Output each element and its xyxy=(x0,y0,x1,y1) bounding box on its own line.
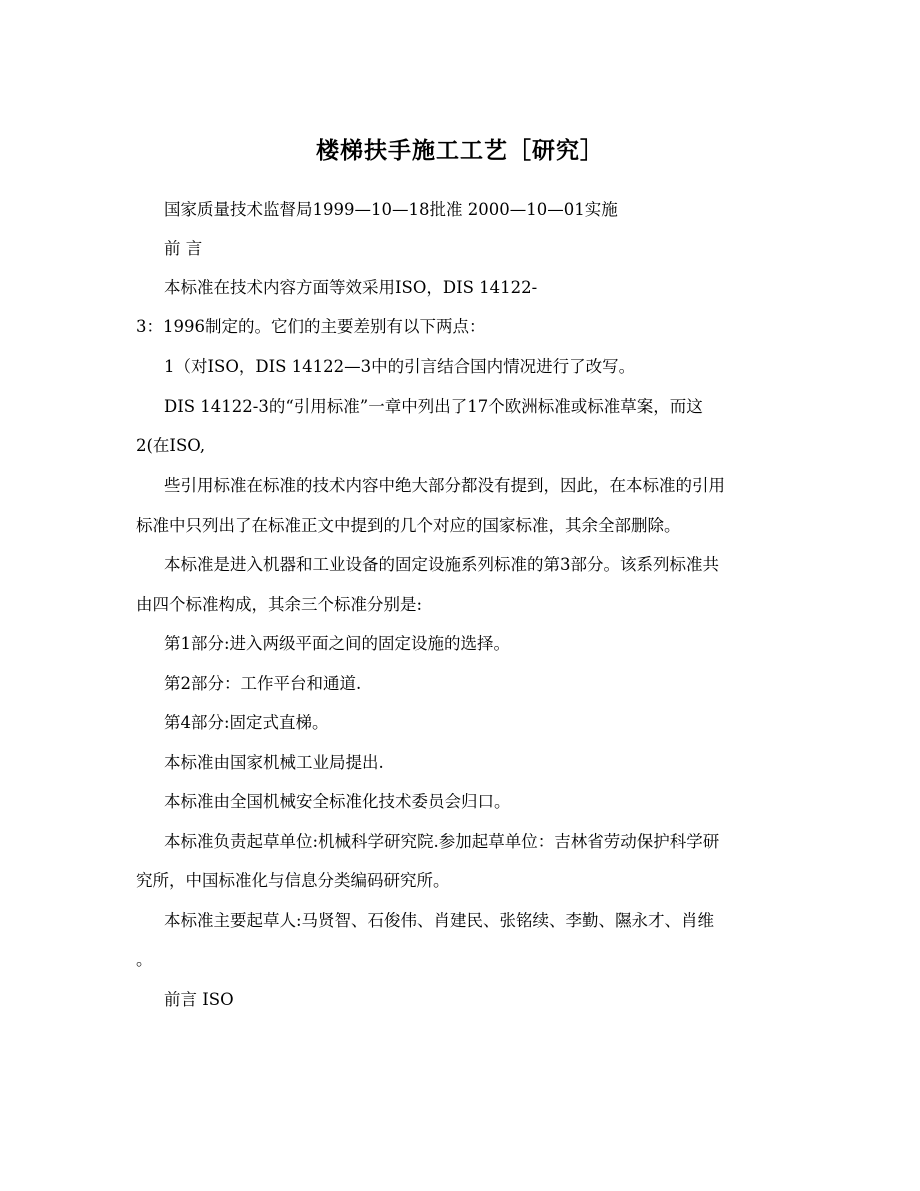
document-title: 楼梯扶手施工工艺［研究］ xyxy=(316,137,604,164)
paragraph-line: 2(在ISO, xyxy=(136,436,206,455)
paragraph-line: 本标准负责起草单位:机械科学研究院.参加起草单位：吉林省劳动保护科学研 xyxy=(164,832,720,851)
paragraph-line: 。 xyxy=(136,950,153,969)
paragraph-line: 本标准在技术内容方面等效采用ISO，DIS 14122- xyxy=(164,278,538,297)
paragraph-line: 本标准由国家机械工业局提出. xyxy=(164,753,384,772)
part-list-item: 第4部分:固定式直梯。 xyxy=(164,713,329,732)
paragraph-line: 本标准主要起草人:马贤智、石俊伟、肖建民、张铭续、李勤、隰永才、肖维 xyxy=(164,911,715,930)
approval-line: 国家质量技术监督局1999—10—18批准 2000—10—01实施 xyxy=(164,200,618,219)
paragraph-line: 标准中只列出了在标准正文中提到的几个对应的国家标准，其余全部删除。 xyxy=(136,516,681,535)
paragraph-line: 本标准是进入机器和工业设备的固定设施系列标准的第3部分。该系列标准共 xyxy=(164,555,719,574)
paragraph-line: 些引用标准在标准的技术内容中绝大部分都没有提到，因此，在本标准的引用 xyxy=(164,476,725,495)
paragraph-line: 1（对ISO，DIS 14122—3中的引言结合国内情况进行了改写。 xyxy=(164,357,636,376)
part-list-item: 第2部分：工作平台和通道. xyxy=(164,674,362,693)
paragraph-line: DIS 14122-3的“引用标准”一章中列出了17个欧洲标准或标准草案，而这 xyxy=(164,397,703,416)
paragraph-line: 由四个标准构成，其余三个标准分别是: xyxy=(136,595,423,614)
part-list-item: 第1部分:进入两级平面之间的固定设施的选择。 xyxy=(164,634,511,653)
section-heading: 前言 ISO xyxy=(164,990,234,1009)
paragraph-line: 本标准由全国机械安全标准化技术委员会归口。 xyxy=(164,792,511,811)
paragraph-line: 3：1996制定的。它们的主要差别有以下两点： xyxy=(136,317,486,336)
preface-heading: 前 言 xyxy=(164,239,203,258)
paragraph-line: 究所，中国标准化与信息分类编码研究所。 xyxy=(136,871,450,890)
